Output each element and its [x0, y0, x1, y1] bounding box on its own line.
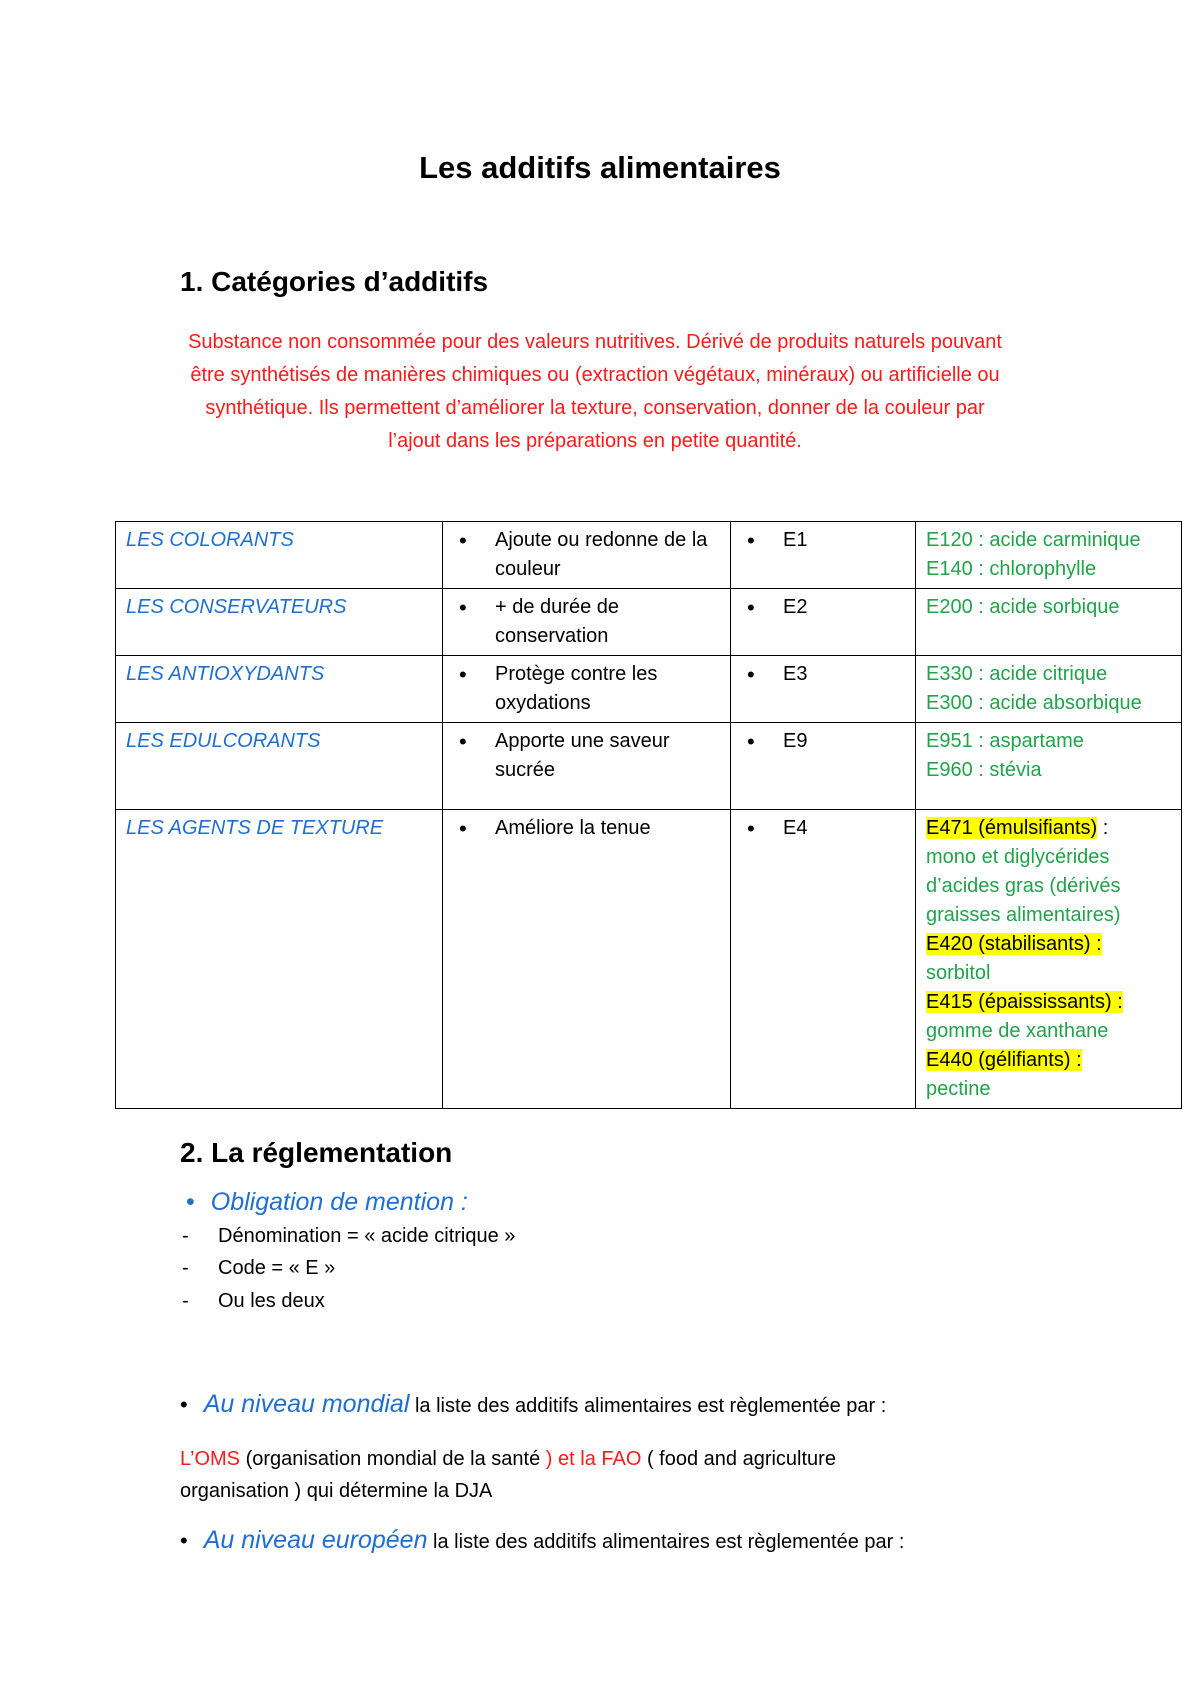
- examples-cell: E471 (émulsifiants) : mono et diglycérides d’acides gras (dérivés graisses alimentaires) E420 (stabilisants) : sorbitol E415 (épaississants) : gomme de xanthane E440 (gélifiants) : pectine: [916, 810, 1182, 1109]
- highlighted-code: E415 (épaississants) :: [926, 991, 1123, 1013]
- bullet-icon: •: [180, 1528, 188, 1553]
- highlighted-code: E420 (stabilisants) :: [926, 933, 1102, 955]
- intro-line: synthétique. Ils permettent d’améliorer la texture, conservation, donner de la couleur par: [205, 397, 985, 419]
- category-cell: LES COLORANTS: [116, 522, 443, 589]
- intro-line: l’ajout dans les préparations en petite quantité.: [388, 430, 802, 452]
- table-row: [116, 522, 1182, 589]
- code-cell: • E4: [731, 810, 916, 1109]
- role-cell: • Améliore la tenue: [443, 810, 731, 1109]
- section-heading-categories: 1. Catégories d’additifs: [180, 266, 489, 297]
- table-row: [116, 656, 1182, 723]
- europeen-paragraph: • Au niveau européen la liste des additifs alimentaires est règlementée par :: [180, 1526, 905, 1554]
- examples-cell: E200 : acide sorbique: [916, 589, 1182, 656]
- code-cell: • E1: [731, 522, 916, 589]
- mondial-paragraph: • Au niveau mondial la liste des additifs alimentaires est règlementée par :: [180, 1390, 887, 1418]
- additives-table: [115, 521, 1182, 1109]
- list-item: - Dénomination = « acide citrique »: [182, 1225, 516, 1247]
- oms-paragraph: L’OMS (organisation mondial de la santé ) et la FAO ( food and agriculture organisation ) qui détermine la DJA: [180, 1448, 836, 1502]
- highlighted-code: E440 (gélifiants) :: [926, 1049, 1082, 1071]
- examples-cell: E951 : aspartame E960 : stévia: [916, 723, 1182, 810]
- code-cell: • E9: [731, 723, 916, 810]
- highlighted-code: E471 (émulsifiants): [926, 817, 1098, 839]
- category-cell: LES AGENTS DE TEXTURE: [116, 810, 443, 1109]
- role-cell: • Protège contre les oxydations: [443, 656, 731, 723]
- list-item: - Ou les deux: [182, 1290, 325, 1312]
- examples-cell: E120 : acide carminique E140 : chlorophylle: [916, 522, 1182, 589]
- table-row: [116, 810, 1182, 1109]
- code-cell: • E2: [731, 589, 916, 656]
- bullet-icon: •: [180, 1392, 188, 1417]
- intro-paragraph: [140, 326, 1050, 458]
- table-row: [116, 723, 1182, 810]
- list-item: - Code = « E »: [182, 1257, 336, 1279]
- code-cell: • E3: [731, 656, 916, 723]
- category-cell: LES ANTIOXYDANTS: [116, 656, 443, 723]
- role-cell: • + de durée de conservation: [443, 589, 731, 656]
- page-title: Les additifs alimentaires: [419, 150, 781, 185]
- intro-line: Substance non consommée pour des valeurs nutritives. Dérivé de produits naturels pouvant: [188, 331, 1002, 353]
- table-row: [116, 589, 1182, 656]
- section-heading-reglementation: 2. La réglementation: [180, 1137, 453, 1168]
- examples-cell: E330 : acide citrique E300 : acide absorbique: [916, 656, 1182, 723]
- intro-line: être synthétisés de manières chimiques ou (extraction végétaux, minéraux) ou artificielle ou: [190, 364, 1000, 386]
- role-cell: • Ajoute ou redonne de la couleur: [443, 522, 731, 589]
- category-cell: LES CONSERVATEURS: [116, 589, 443, 656]
- obligation-heading: • Obligation de mention :: [186, 1188, 468, 1216]
- category-cell: LES EDULCORANTS: [116, 723, 443, 810]
- bullet-icon: •: [186, 1188, 195, 1216]
- role-cell: • Apporte une saveur sucrée: [443, 723, 731, 810]
